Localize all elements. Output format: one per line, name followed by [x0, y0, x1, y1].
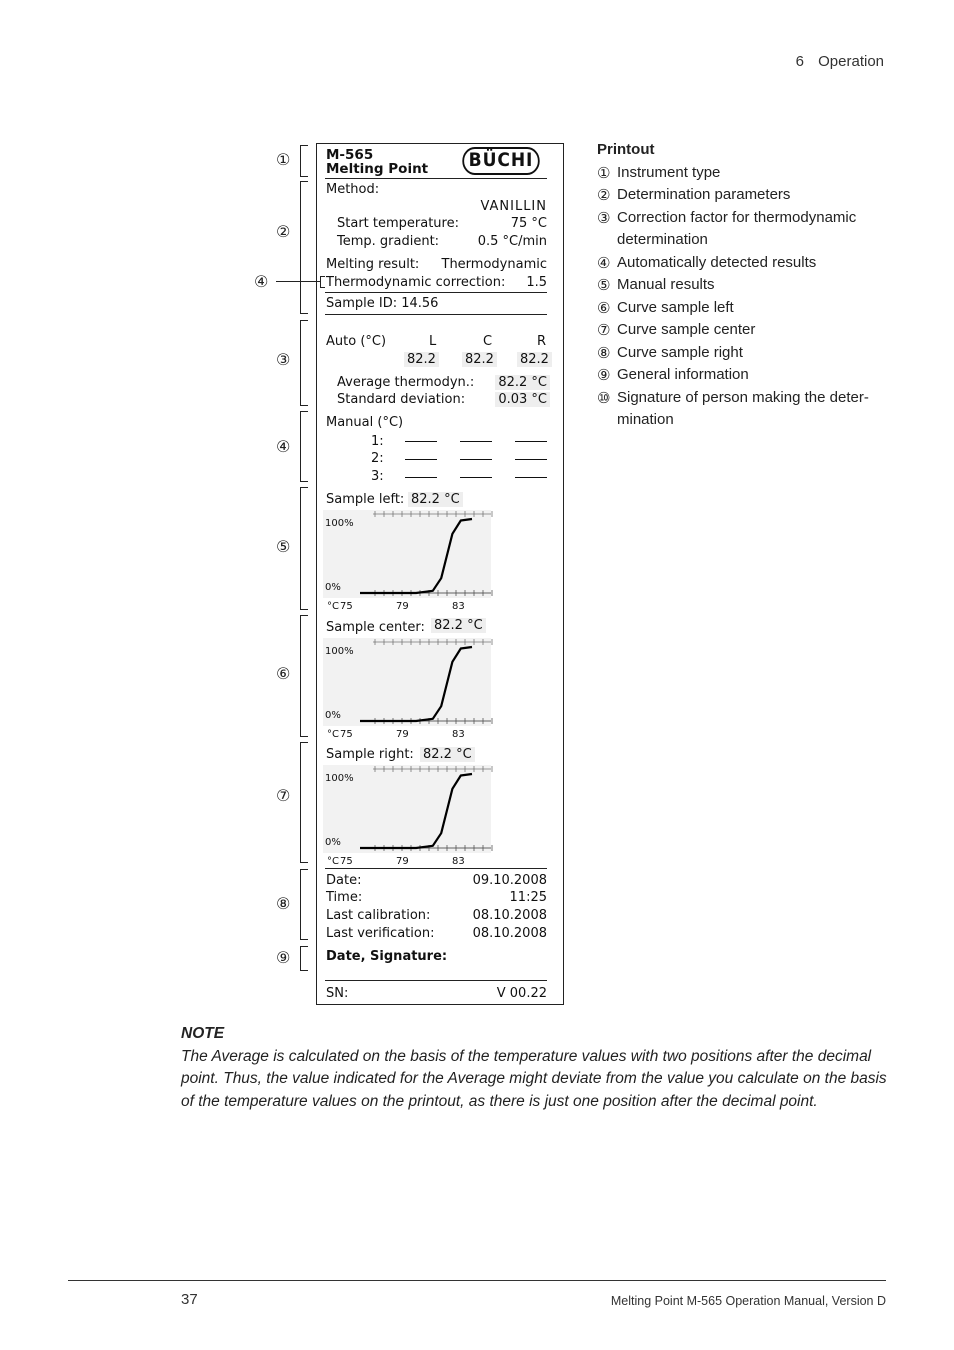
start-temp-value: 75 °C	[510, 216, 547, 231]
bracket-3	[300, 320, 308, 406]
divider	[325, 292, 547, 293]
manual-blank	[515, 459, 547, 460]
verification-value: 08.10.2008	[472, 926, 547, 941]
manual-blank	[405, 477, 437, 478]
x-tick-label: 75	[340, 601, 353, 612]
legend-number: ⑦	[597, 321, 611, 339]
auto-l-value: 82.2	[404, 352, 439, 367]
legend-text: Curve sample left	[617, 298, 734, 316]
legend-item	[597, 207, 887, 252]
y-label-0: 0%	[325, 710, 341, 721]
curve-left-value: 82.2 °C	[408, 492, 463, 507]
legend-item	[597, 184, 887, 207]
marker-4: ④	[276, 437, 291, 456]
auto-label: Auto (°C)	[326, 334, 387, 349]
std-label: Standard deviation:	[337, 392, 466, 407]
legend-item	[597, 364, 887, 387]
legend	[597, 139, 887, 432]
calibration-label: Last calibration:	[326, 908, 431, 923]
y-label-100: 100%	[325, 518, 354, 529]
manual-blank	[515, 477, 547, 478]
marker-2: ②	[276, 222, 291, 241]
curve-plot	[323, 508, 495, 618]
legend-text: Manual results	[617, 276, 715, 293]
buchi-logo: BÜCHI	[462, 147, 539, 175]
method-value: VANILLIN	[480, 199, 547, 214]
manual-blank	[405, 441, 437, 442]
leader-line	[276, 281, 320, 282]
manual-blank	[405, 459, 437, 460]
legend-number: ④	[597, 253, 611, 272]
chapter-number: 6	[795, 53, 804, 70]
gradient-label: Temp. gradient:	[337, 234, 440, 249]
marker-7: ⑦	[276, 786, 291, 805]
manual-blank	[460, 441, 492, 442]
y-label-0: 0%	[325, 837, 341, 848]
x-unit-label: °C	[327, 856, 339, 867]
x-tick-label: 79	[396, 601, 409, 612]
avg-label: Average thermodyn.:	[337, 375, 475, 390]
sample-id: Sample ID: 14.56	[326, 296, 439, 311]
legend-item	[597, 387, 887, 432]
curve-plot	[323, 763, 495, 873]
bracket-8	[300, 869, 308, 940]
legend-item	[597, 342, 887, 365]
legend-number: ⑧	[597, 343, 611, 362]
curve-right-chart	[323, 763, 495, 873]
marker-6: ⑥	[276, 664, 291, 683]
legend-text: Curve sample right	[617, 343, 743, 361]
x-unit-label: °C	[327, 729, 339, 740]
legend-text: Curve sample center	[617, 321, 756, 338]
start-temp-label: Start temperature:	[337, 216, 459, 231]
legend-number: ②	[597, 186, 611, 204]
legend-number: ⑨	[597, 366, 611, 384]
date-value: 09.10.2008	[472, 873, 547, 888]
x-unit-label: °C	[327, 601, 339, 612]
bracket-1	[300, 145, 308, 177]
col-r: R	[537, 334, 547, 349]
curve-left-chart	[323, 508, 495, 618]
auto-c-value: 82.2	[462, 352, 497, 367]
manual-blank	[460, 477, 492, 478]
marker-8: ⑧	[276, 894, 291, 913]
verification-label: Last verification:	[326, 926, 435, 941]
x-tick-label: 83	[452, 856, 465, 867]
x-tick-label: 79	[396, 856, 409, 867]
x-tick-label: 75	[340, 856, 353, 867]
x-tick-label: 83	[452, 729, 465, 740]
document-title: Melting Point M-565 Operation Manual, Version D	[610, 1294, 886, 1308]
auto-r-value: 82.2	[517, 352, 552, 367]
page-number: 37	[181, 1291, 198, 1308]
avg-value: 82.2 °C	[495, 375, 550, 390]
legend-item	[597, 252, 887, 275]
bracket-6	[300, 615, 308, 737]
legend-text: Automatically detected results	[617, 253, 817, 271]
y-label-100: 100%	[325, 646, 354, 657]
time-value: 11:25	[509, 890, 547, 905]
method-label: Method:	[326, 182, 380, 197]
curve-right-value: 82.2 °C	[420, 747, 475, 762]
manual-blank	[460, 459, 492, 460]
time-label: Time:	[326, 890, 363, 905]
note-text: The Average is calculated on the basis of the temperature values with two positions after the decimal point. Thus, the value indicated for the Average might deviate from the value you calculate on the basis of the temperature values on the printout, as there is just one position after the decimal point.	[181, 1047, 887, 1110]
bracket-4	[300, 411, 308, 482]
sn-label: SN:	[326, 986, 349, 1001]
legend-number: ⑩	[597, 388, 611, 407]
curve-center-label: Sample center:	[326, 620, 425, 635]
legend-text: Signature of person making the deter-mination	[617, 388, 869, 428]
legend-text: Correction factor for thermodynamic determination	[617, 208, 857, 248]
model-name: M-565	[326, 147, 374, 163]
manual-blank	[515, 441, 547, 442]
divider	[325, 178, 547, 179]
note-title: NOTE	[181, 1025, 225, 1042]
footer-divider	[68, 1280, 886, 1281]
col-l: L	[429, 334, 437, 349]
marker-9: ⑨	[276, 948, 291, 967]
product-name: Melting Point	[326, 161, 429, 177]
manual-row-2: 2:	[371, 451, 384, 466]
chapter-title: Operation	[818, 53, 884, 70]
x-tick-label: 75	[340, 729, 353, 740]
divider	[325, 868, 547, 869]
legend-item	[597, 162, 887, 185]
curve-center-value: 82.2 °C	[431, 618, 486, 633]
bracket-9	[300, 946, 308, 971]
legend-title: Printout	[597, 141, 655, 158]
divider	[325, 314, 547, 315]
x-tick-label: 79	[396, 729, 409, 740]
legend-item	[597, 274, 887, 297]
calibration-value: 08.10.2008	[472, 908, 547, 923]
printout	[316, 143, 564, 1005]
date-label: Date:	[326, 873, 362, 888]
melting-result-value: Thermodynamic	[441, 257, 547, 272]
note	[181, 1023, 891, 1113]
y-label-100: 100%	[325, 773, 354, 784]
std-value: 0.03 °C	[495, 392, 550, 407]
melting-result-label: Melting result:	[326, 257, 420, 272]
manual-label: Manual (°C)	[326, 415, 404, 430]
manual-row-1: 1:	[371, 434, 384, 449]
y-label-0: 0%	[325, 582, 341, 593]
manual-row-3: 3:	[371, 469, 384, 484]
legend-number: ⑤	[597, 276, 611, 294]
legend-number: ③	[597, 208, 611, 227]
gradient-value: 0.5 °C/min	[477, 234, 547, 249]
x-tick-label: 83	[452, 601, 465, 612]
marker-1: ①	[276, 150, 291, 169]
curve-left-label: Sample left:	[326, 492, 405, 507]
correction-label: Thermodynamic correction:	[326, 275, 506, 290]
bracket-7	[300, 742, 308, 863]
curve-center-chart	[323, 636, 495, 746]
correction-value: 1.5	[526, 275, 547, 290]
marker-5: ⑤	[276, 537, 291, 556]
legend-number: ①	[597, 163, 611, 182]
curve-right-label: Sample right:	[326, 747, 414, 762]
divider	[325, 980, 547, 981]
bracket-5	[300, 487, 308, 610]
legend-text: Instrument type	[617, 163, 721, 181]
legend-text: Determination parameters	[617, 186, 791, 203]
page-header	[796, 53, 884, 70]
curve-plot	[323, 636, 495, 746]
legend-number: ⑥	[597, 298, 611, 317]
col-c: C	[483, 334, 493, 349]
version: V 00.22	[496, 986, 547, 1001]
signature-label: Date, Signature:	[326, 949, 448, 964]
legend-item	[597, 297, 887, 320]
bracket-2	[300, 181, 308, 314]
legend-text: General information	[617, 366, 749, 383]
marker-3: ③	[276, 350, 291, 369]
legend-item	[597, 319, 887, 342]
marker-correction: ④	[254, 272, 269, 291]
